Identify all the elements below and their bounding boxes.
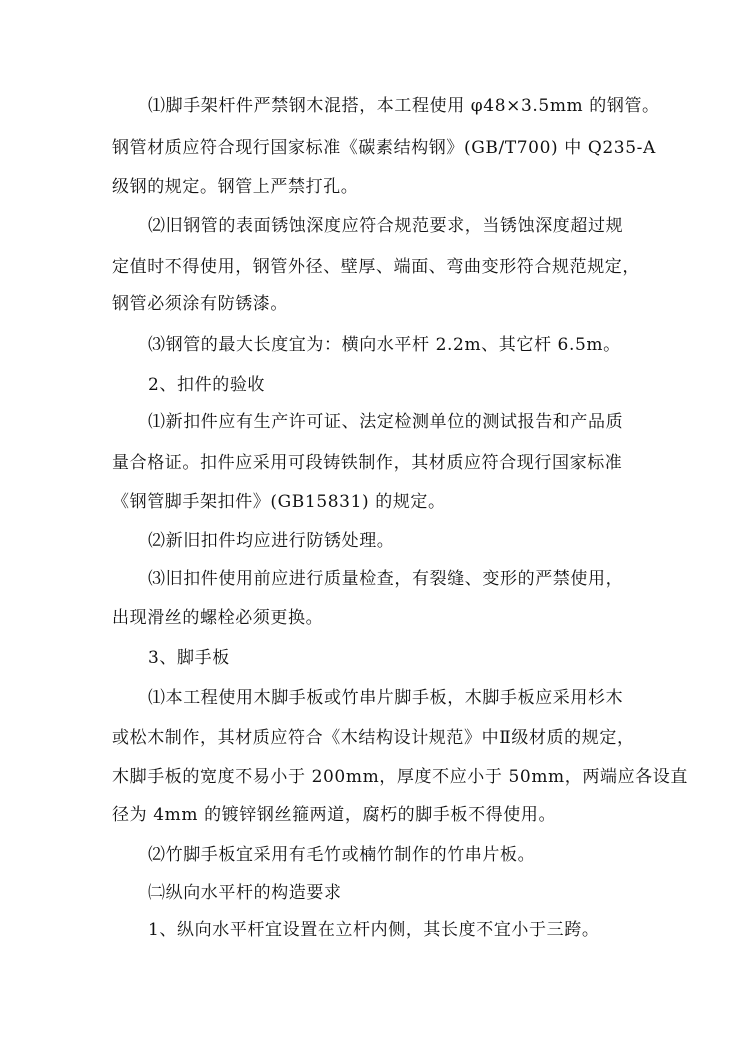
- paragraph-8-line-1: ⑵竹脚手板宜采用有毛竹或楠竹制作的竹串片板。: [148, 845, 536, 865]
- paragraph-7-line-1: ⑴本工程使用木脚手板或竹串片脚手板，木脚手板应采用杉木: [148, 688, 624, 708]
- paragraph-6-line-2: 出现滑丝的螺栓必须更换。: [112, 608, 324, 628]
- section-heading-2: 2、扣件的验收: [148, 375, 266, 395]
- section-heading-3: 3、脚手板: [148, 648, 230, 668]
- section-heading-2-vertical-bars: ㈡纵向水平杆的构造要求: [148, 883, 342, 903]
- paragraph-3-line-1: ⑶钢管的最大长度宜为：横向水平杆 2.2m、其它杆 6.5m。: [148, 335, 621, 355]
- paragraph-1-line-3: 级钢的规定。钢管上严禁打孔。: [112, 177, 359, 197]
- paragraph-2-line-2: 定值时不得使用，钢管外径、壁厚、端面、弯曲变形符合规范规定，: [112, 257, 640, 277]
- paragraph-4-line-1: ⑴新扣件应有生产许可证、法定检测单位的测试报告和产品质: [148, 412, 624, 432]
- paragraph-2-line-1: ⑵旧钢管的表面锈蚀深度应符合规范要求，当锈蚀深度超过规: [148, 216, 624, 236]
- paragraph-4-line-3: 《钢管脚手架扣件》(GB15831) 的规定。: [112, 492, 446, 512]
- paragraph-6-line-1: ⑶旧扣件使用前应进行质量检查，有裂缝、变形的严禁使用，: [148, 569, 624, 589]
- paragraph-4-line-2: 量合格证。扣件应采用可段铸铁制作，其材质应符合现行国家标准: [112, 453, 623, 473]
- paragraph-7-line-4: 径为 4mm 的镀锌钢丝箍两道，腐朽的脚手板不得使用。: [112, 805, 557, 825]
- paragraph-2-line-3: 钢管必须涂有防锈漆。: [112, 294, 288, 314]
- paragraph-9-line-1: 1、纵向水平杆宜设置在立杆内侧，其长度不宜小于三跨。: [148, 920, 600, 940]
- paragraph-5-line-1: ⑵新旧扣件均应进行防锈处理。: [148, 531, 395, 551]
- paragraph-7-line-3: 木脚手板的宽度不易小于 200mm，厚度不应小于 50mm，两端应各设直: [112, 767, 688, 787]
- paragraph-1-line-2: 钢管材质应符合现行国家标准《碳素结构钢》(GB/T700) 中 Q235-A: [112, 138, 656, 158]
- paragraph-7-line-2: 或松木制作，其材质应符合《木结构设计规范》中Ⅱ级材质的规定，: [112, 728, 635, 748]
- paragraph-1-line-1: ⑴脚手架杆件严禁钢木混搭，本工程使用 φ48×3.5mm 的钢管。: [148, 96, 660, 116]
